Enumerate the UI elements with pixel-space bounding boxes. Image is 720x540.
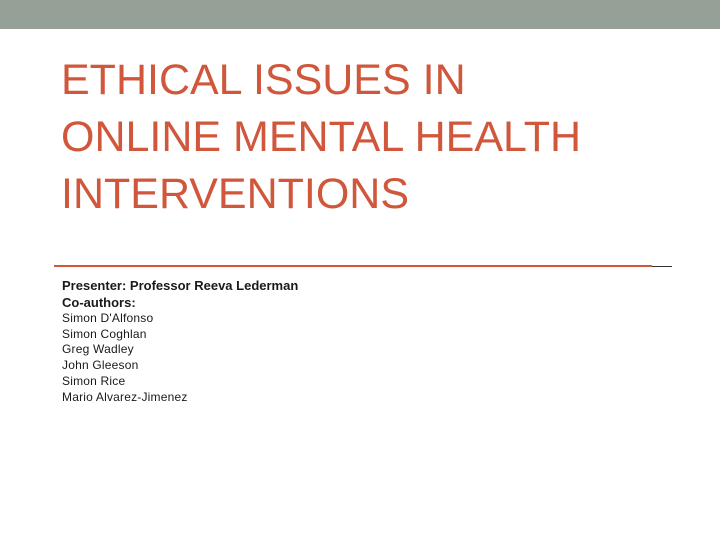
divider-tail — [652, 266, 672, 267]
divider-line — [54, 265, 652, 267]
author-item: Simon D'Alfonso — [62, 311, 154, 325]
title-line-1: ETHICAL ISSUES IN — [61, 56, 466, 104]
author-item: Mario Alvarez-Jimenez — [62, 389, 188, 404]
title-divider — [54, 265, 672, 267]
author-item: Simon Rice — [62, 373, 126, 388]
title-line-3: INTERVENTIONS — [61, 170, 410, 218]
coauthors-label: Co-authors: — [62, 295, 136, 310]
author-item: Greg Wadley — [62, 342, 134, 357]
author-item: Simon Coghlan — [62, 326, 147, 341]
slide-title — [61, 52, 701, 223]
presenter-line: Presenter: Professor Reeva Lederman — [62, 278, 299, 293]
slide-body — [62, 277, 662, 405]
author-list — [62, 311, 662, 405]
top-color-band — [0, 0, 720, 29]
title-line-2: ONLINE MENTAL HEALTH — [61, 113, 582, 161]
author-item: John Gleeson — [62, 358, 139, 373]
